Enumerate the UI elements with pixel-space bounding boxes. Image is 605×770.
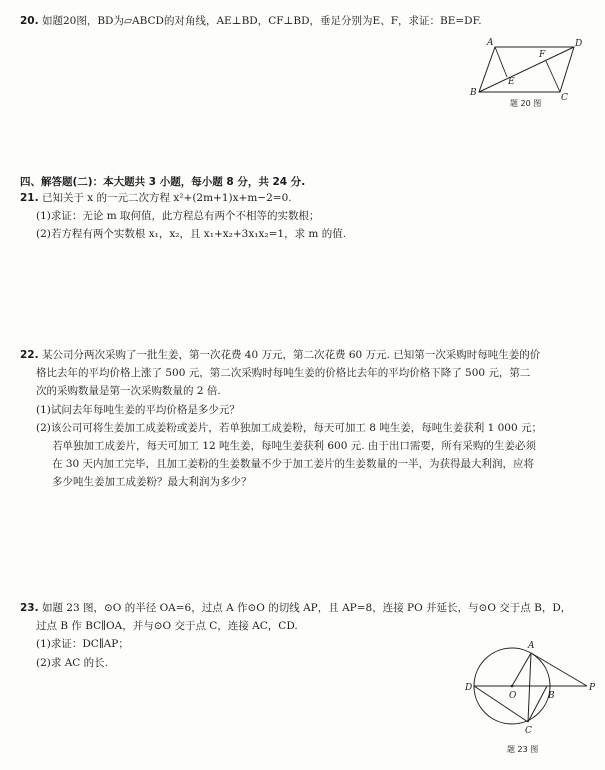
q23-figure <box>462 636 602 754</box>
q22-part-2-line-2: 若单独加工成姜片，每天可加工 12 吨生姜，每吨生姜获利 600 元. 由于出口需要，所有采购的生姜必须 <box>52 440 536 452</box>
q23-label-d: D <box>465 683 473 693</box>
q23-part-1: (1)求证：DC∥AP； <box>36 638 129 650</box>
q22-text-line-3: 次的采购数量是第一次采购数量的 2 倍. <box>36 385 221 397</box>
q22-text-line-1: 某公司分两次采购了一批生姜，第一次花费 40 万元，第二次花费 60 万元. 已知第一次采购时每吨生姜的价 <box>41 349 541 361</box>
q23-part-2: (2)求 AC 的长. <box>36 657 109 669</box>
q22-part-2-line-4: 多少吨生姜加工成姜粉？最大利润为多少？ <box>52 476 252 488</box>
q20-label-c: C <box>561 93 568 103</box>
q23-label-c: C <box>525 726 532 736</box>
q20-label-f: F <box>539 50 546 60</box>
q22-text-line-2: 格比去年的平均价格上涨了 500 元，第二次采购时每吨生姜的价格比去年的平均价格下降了 500 元，第二 <box>36 367 531 379</box>
q21-number: 21. <box>20 192 39 204</box>
q21-part-1: (1)求证：无论 m 取何值，此方程总有两个不相等的实数根； <box>36 210 320 222</box>
q23-label-o: O <box>509 691 517 701</box>
q23-caption: 题 23 图 <box>507 745 539 754</box>
q20-number: 20. <box>20 15 39 27</box>
q20-caption: 题 20 图 <box>510 99 542 108</box>
q23-number: 23. <box>20 602 39 614</box>
q23-label-a: A <box>528 641 535 651</box>
q20-label-d: D <box>575 39 583 49</box>
section-4-title: 四、解答题(二)：本大题共 3 小题，每小题 8 分，共 24 分. <box>20 176 306 188</box>
q23-label-p: P <box>589 683 596 693</box>
q22-part-1: (1)试问去年每吨生姜的平均价格是多少元？ <box>36 404 240 416</box>
q21-stem <box>20 192 292 205</box>
q21-part-2: (2)若方程有两个实数根 x₁，x₂，且 x₁+x₂+3x₁x₂=1，求 m 的值. <box>36 228 347 240</box>
q20-label-a: A <box>487 38 494 48</box>
q22-number: 22. <box>20 349 39 361</box>
q22-part-2-line-1: (2)该公司可将生姜加工成姜粉或姜片，若单独加工成姜粉，每天可加工 8 吨生姜，每吨生姜获利 1 000 元； <box>36 422 542 434</box>
q23-text-line-2: 过点 B 作 BC∥OA，并与⊙O 交于点 C，连接 AC，CD. <box>36 620 298 632</box>
q22-part-2-line-3: 在 30 天内加工完毕，且加工姜粉的生姜数量不少于加工姜片的生姜数量的一半，为获得最大利润，应将 <box>52 458 535 470</box>
q21-text: 已知关于 x 的一元二次方程 x²+(2m+1)x+m−2=0. <box>41 192 292 204</box>
q20-stem <box>20 15 482 28</box>
q20-text: 如题20图，BD为▱ABCD的对角线，AE⊥BD，CF⊥BD，垂足分别为E、F，求证：BE=DF. <box>41 15 482 27</box>
q23-stem-line-1 <box>20 602 571 615</box>
q23-text-line-1: 如题 23 图，⊙O 的半径 OA=6，过点 A 作⊙O 的切线 AP，且 AP=8，连接 PO 并延长，与⊙O 交于点 B，D， <box>41 602 572 614</box>
q20-label-e: E <box>508 77 515 87</box>
q23-label-b: B <box>548 691 555 701</box>
q22-stem-line-1 <box>20 349 540 362</box>
q20-label-b: B <box>470 88 477 98</box>
